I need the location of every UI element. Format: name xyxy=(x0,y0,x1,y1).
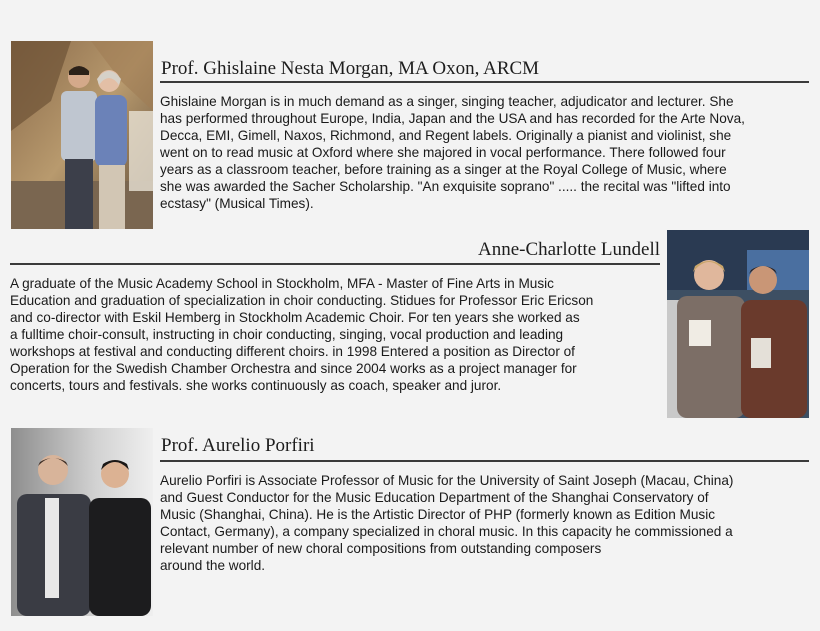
bio-line: Ghislaine Morgan is in much demand as a singer, singing teacher, adjudicator and lecturer. She xyxy=(160,94,734,109)
bio-line: workshops at festival and conducting different choirs. in 1998 Entered a position as Director of xyxy=(10,344,575,359)
bio-line: Operation for the Swedish Chamber Orchestra and since 2004 works as a project manager for xyxy=(10,361,577,376)
lundell-name-rule xyxy=(10,263,660,265)
porfiri-photo xyxy=(11,428,153,616)
bio-line: and Guest Conductor for the Music Education Department of the Shanghai Conservatory of xyxy=(160,490,709,505)
bio-line: she was awarded the Sacher Scholarship. "An exquisite soprano" ..... the recital was "lifted into xyxy=(160,179,731,194)
morgan-bio xyxy=(160,93,810,212)
morgan-photo xyxy=(11,41,153,229)
bio-line: relevant number of new choral compositions from outstanding composers xyxy=(160,541,602,556)
morgan-photo-image xyxy=(11,41,153,229)
bio-line: and co-director with Eskil Hemberg in Stockholm Academic Choir. For ten years she worked as xyxy=(10,310,580,325)
bio-line: went on to read music at Oxford where she majored in vocal performance. There followed four xyxy=(160,145,726,160)
porfiri-name: Prof. Aurelio Porfiri xyxy=(161,435,315,456)
bio-line: concerts, tours and festivals. she works continuously as coach, speaker and juror. xyxy=(10,378,502,393)
porfiri-name-rule xyxy=(160,460,809,462)
porfiri-photo-image xyxy=(11,428,153,616)
porfiri-bio xyxy=(160,472,810,574)
lundell-photo-image xyxy=(667,230,809,418)
bio-line: A graduate of the Music Academy School in Stockholm, MFA - Master of Fine Arts in Music xyxy=(10,276,554,291)
morgan-name-rule xyxy=(160,81,809,83)
lundell-photo xyxy=(667,230,809,418)
bio-line: around the world. xyxy=(160,558,266,573)
lundell-name: Anne-Charlotte Lundell xyxy=(477,239,660,260)
bio-line: Education and graduation of specialization in choir conducting. Stidues for Professor Eric Ericson xyxy=(10,293,594,308)
bio-line: Decca, EMI, Gimell, Naxos, Richmond, and Regent labels. Originally a pianist and violinist, she xyxy=(160,128,732,143)
bio-line: ecstasy" (Musical Times). xyxy=(160,196,314,211)
bio-line: Music (Shanghai, China). He is the Artistic Director of PHP (formerly known as Edition Music xyxy=(160,507,716,522)
bio-line: Contact, Germany), a company specialized in choral music. In this capacity he commissioned a xyxy=(160,524,733,539)
bio-line: Aurelio Porfiri is Associate Professor of Music for the University of Saint Joseph (Macau, China) xyxy=(160,473,734,488)
bio-line: a fulltime choir-consult, instructing in choir conducting, singing, vocal production and leading xyxy=(10,327,564,342)
bio-line: years as a classroom teacher, before training as a singer at the Royal College of Music, where xyxy=(160,162,727,177)
morgan-name: Prof. Ghislaine Nesta Morgan, MA Oxon, ARCM xyxy=(161,58,540,79)
bio-line: has performed throughout Europe, India, Japan and the USA and has recorded for the Arte Nova, xyxy=(160,111,745,126)
lundell-bio xyxy=(10,275,660,394)
